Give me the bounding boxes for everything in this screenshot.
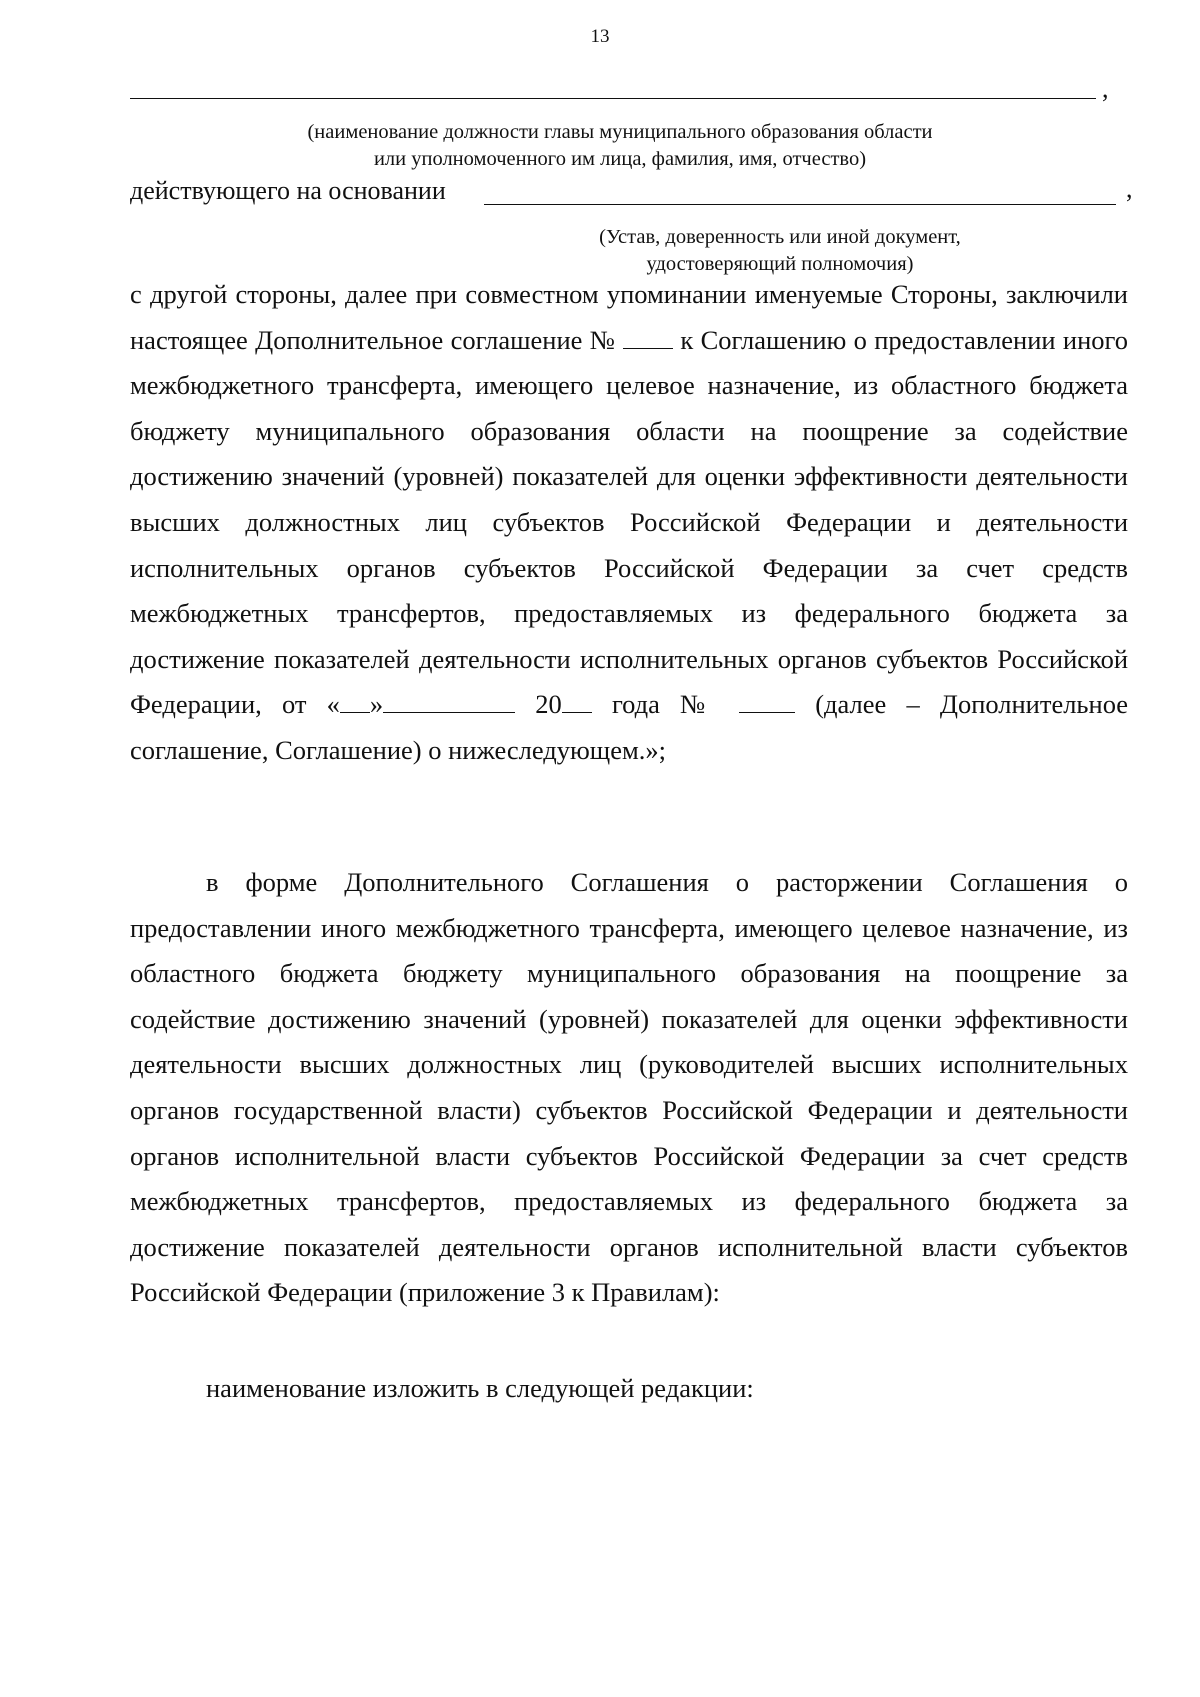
- basis-caption-line2: удостоверяющий полномочия): [646, 253, 914, 275]
- position-caption: [230, 119, 1010, 173]
- date-day-blank: [340, 690, 370, 713]
- doc-number-blank: [739, 690, 795, 713]
- basis-comma: ,: [1126, 174, 1133, 203]
- position-caption-line2: или уполномоченного им лица, фамилия, имя, отчество): [373, 148, 867, 170]
- year-blank: [562, 690, 592, 713]
- paragraph1-part2: к Соглашению о предоставлении иного межбюджетного трансферта, имеющего целевое назначение, из областного бюджета бюджету муниципального образования области на поощрение за содействие достижению значений (уровней) показателей для оценки эффективности деятельности высших должностных лиц субъектов Российской Федерации и деятельности исполнительных органов субъектов Российской Федерации за счет средств межбюджетных трансфертов, предоставляемых из федерального бюджета за достижение показателей деятельности исполнительных органов субъектов Российской Федерации,: [130, 324, 1128, 720]
- basis-label: действующего на основании: [130, 176, 446, 205]
- basis-blank: [484, 204, 1116, 205]
- year-suffix: года №: [611, 689, 719, 720]
- paragraph-name-edit: [206, 1366, 1106, 1412]
- paragraph1-part1: с другой стороны, далее при совместном упоминании именуемые Стороны, заключили настоящее Дополнительное соглашение №: [130, 279, 1128, 355]
- year-prefix: 20: [535, 689, 562, 720]
- paragraph1-part3: (далее – Дополнительное соглашение, Соглашение) о нижеследующем.»;: [130, 689, 1129, 765]
- basis-caption-line1: (Устав, доверенность или иной документ,: [599, 226, 961, 248]
- basis-caption: [560, 224, 1000, 278]
- date-month-blank: [383, 690, 515, 713]
- position-fill-line: [130, 74, 1130, 104]
- date-from: от «: [281, 689, 340, 720]
- position-blank: [130, 98, 1096, 99]
- agreement-number-blank: [623, 326, 673, 349]
- basis-line: [130, 174, 1133, 212]
- paragraph2-text: в форме Дополнительного Соглашения о расторжении Соглашения о предоставлении иного межбюджетного трансферта, имеющего целевое назначение, из областного бюджета бюджету муниципального образования на поощрение за содействие достижению значений (уровней) показателей для оценки эффективности деятельности высших должностных лиц (руководителей высших исполнительных органов государственной власти) субъектов Российской Федерации и деятельности органов исполнительной власти субъектов Российской Федерации за счет средств межбюджетных трансфертов, предоставляемых из федерального бюджета за достижение показателей деятельности органов исполнительной власти субъектов Российской Федерации (приложение 3 к Правилам):: [130, 867, 1128, 1308]
- position-caption-line1: (наименование должности главы муниципального образования области: [307, 121, 933, 143]
- date-close: »: [369, 689, 384, 720]
- paragraph-agreement: [130, 272, 1128, 774]
- position-comma: ,: [1102, 74, 1109, 103]
- paragraph3-text: наименование изложить в следующей редакции:: [206, 1373, 754, 1403]
- paragraph-termination-form: [130, 860, 1128, 1316]
- page-number: 13: [590, 26, 610, 47]
